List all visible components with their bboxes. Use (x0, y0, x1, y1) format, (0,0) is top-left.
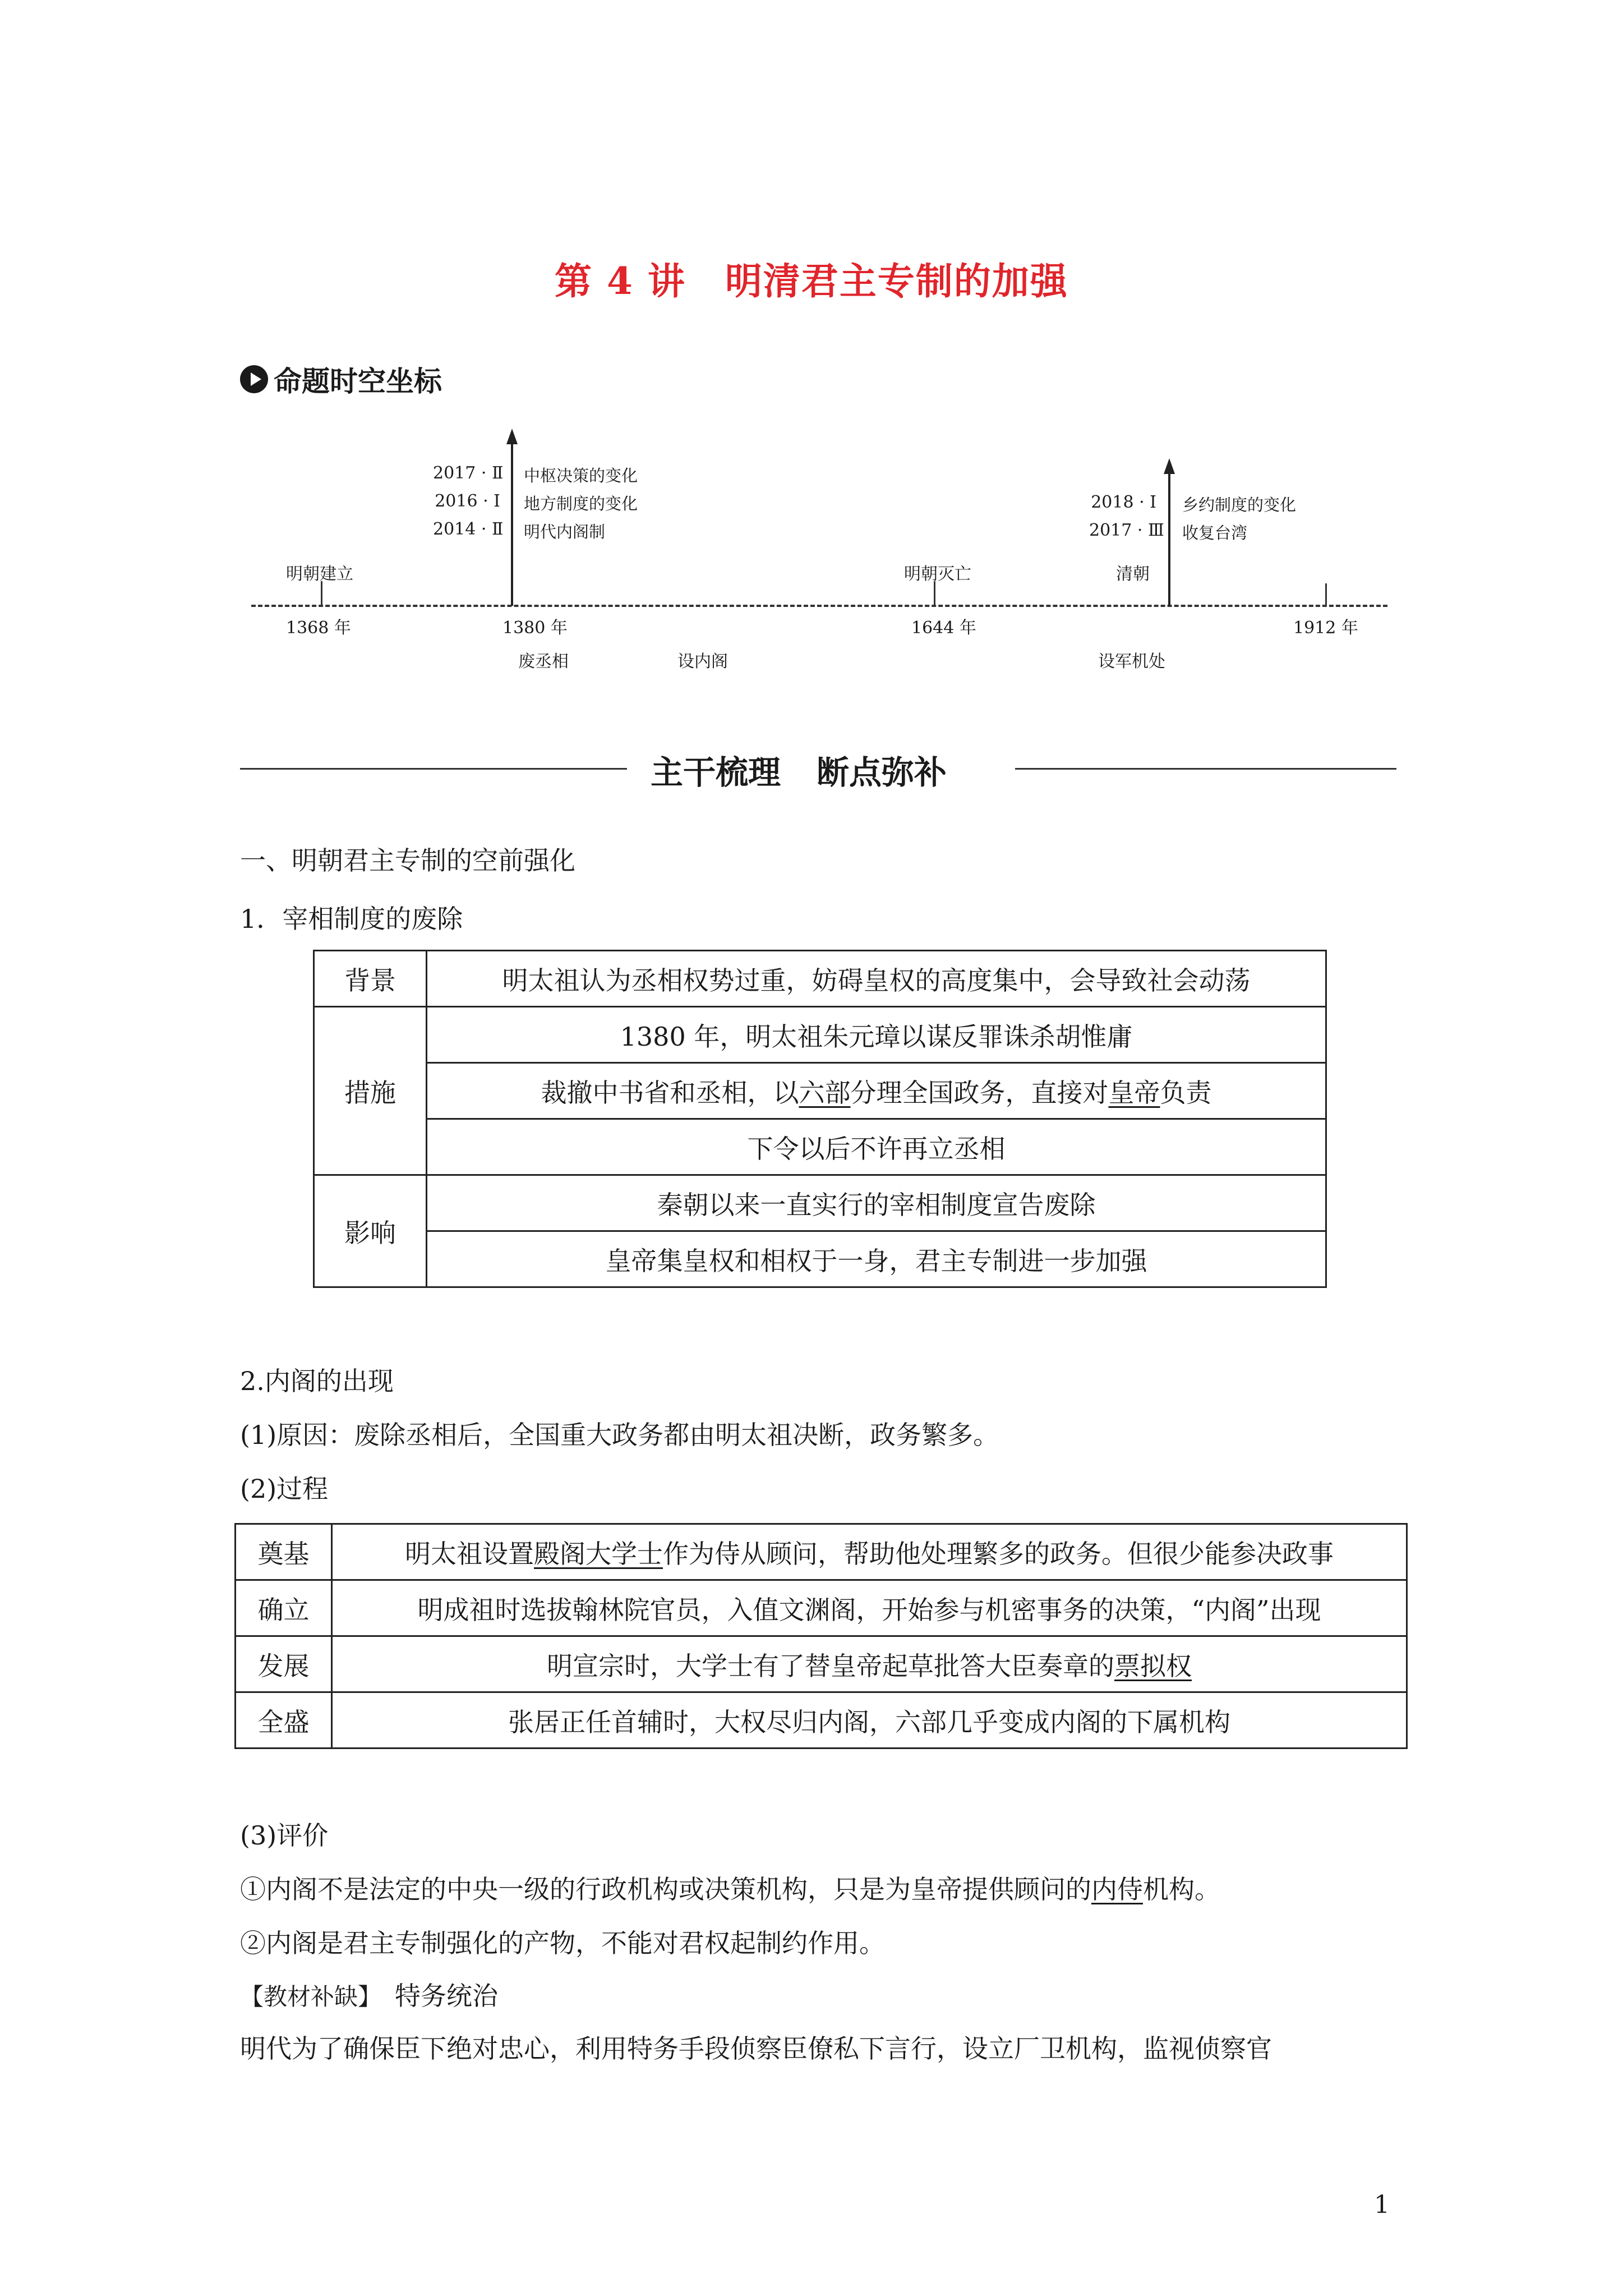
arrow-up-icon (1164, 458, 1175, 474)
cell-text: 明太祖设置 (405, 1538, 534, 1569)
table-cell: 1380 年，明太祖朱元璋以谋反罪诛杀胡惟庸 (427, 1007, 1326, 1063)
evaluation-point-2: ②内阁是君主专制强化的产物，不能对君权起制约作用。 (240, 1928, 885, 1958)
table-cell: 下令以后不许再立丞相 (427, 1119, 1326, 1175)
banner-line-left (240, 768, 627, 770)
title-lecture: 第 4 讲 (555, 259, 686, 303)
chancellor-table (313, 950, 1327, 1288)
table-row (236, 1636, 1407, 1692)
arrow-up-icon (506, 429, 518, 444)
exam-topic: 乡约制度的变化 (1182, 495, 1297, 514)
exam-year: 2017 · Ⅲ (1089, 521, 1164, 540)
tick-1912 (1325, 583, 1327, 605)
underlined-term: 六部 (799, 1077, 851, 1108)
supplement-tag: 【教材补缺】 (240, 1983, 382, 2010)
exam-topic: 收复台湾 (1182, 523, 1248, 542)
banner-part1: 主干梳理 (651, 753, 781, 792)
banner-line-right (1015, 768, 1396, 770)
timeline-arrow-1380 (511, 443, 513, 606)
exam-topic: 地方制度的变化 (524, 494, 638, 513)
page-title (0, 251, 1623, 305)
underlined-term: 殿阁大学士 (534, 1538, 663, 1569)
eval-text: 机构。 (1143, 1874, 1220, 1904)
cabinet-table (234, 1523, 1408, 1749)
process-heading: (2)过程 (240, 1474, 329, 1504)
timeline-arrow-qing (1168, 473, 1170, 606)
row-label: 背景 (314, 951, 427, 1007)
exam-year: 2014 · Ⅱ (433, 519, 504, 539)
table-cell: 张居正任首辅时，大权尽归内阁，六部几乎变成内阁的下属机构 (332, 1692, 1407, 1749)
year-label: 1368 年 (286, 618, 351, 638)
event-label: 清朝 (1116, 564, 1150, 584)
row-label: 措施 (314, 1007, 427, 1175)
table-cell (427, 1063, 1326, 1119)
table-cell: 皇帝集皇权和相权于一身，君主专制进一步加强 (427, 1231, 1326, 1287)
supplement-heading (240, 1976, 498, 2013)
page-number: 1 (1374, 2191, 1390, 2219)
underlined-term: 皇帝 (1108, 1077, 1160, 1108)
table-cell (332, 1524, 1407, 1580)
table-row (314, 1119, 1326, 1175)
table-row (236, 1692, 1407, 1749)
event-label: 明朝建立 (286, 564, 353, 584)
table-cell: 秦朝以来一直实行的宰相制度宣告废除 (427, 1175, 1326, 1231)
title-topic: 明清君主专制的加强 (725, 259, 1068, 303)
underlined-term: 票拟权 (1114, 1650, 1192, 1681)
table-cell: 明成祖时选拔翰林院官员，入值文渊阁，开始参与机密事务的决策，“内阁”出现 (332, 1580, 1407, 1636)
table-row (314, 951, 1326, 1007)
table-row (314, 1231, 1326, 1287)
cell-text: 作为侍从顾问，帮助他处理繁多的政务。但很少能参决政事 (663, 1538, 1334, 1569)
table-row (314, 1175, 1326, 1231)
row-label: 影响 (314, 1175, 427, 1287)
exam-topic: 明代内阁制 (524, 522, 606, 541)
event-label: 设军机处 (1098, 652, 1165, 671)
section-banner (651, 746, 947, 793)
tick-1368 (321, 581, 322, 605)
row-label: 确立 (236, 1580, 332, 1636)
banner-part2: 断点弥补 (817, 753, 947, 792)
section-label (240, 359, 442, 399)
eval-text: ①内阁不是法定的中央一级的行政机构或决策机构，只是为皇帝提供顾问的 (240, 1874, 1091, 1904)
table-row (314, 1007, 1326, 1063)
row-label: 全盛 (236, 1692, 332, 1749)
section-label-text: 命题时空坐标 (274, 365, 442, 398)
evaluation-heading: (3)评价 (240, 1820, 329, 1851)
reason-text: (1)原因：废除丞相后，全国重大政务都由明太祖决断，政务繁多。 (240, 1420, 999, 1450)
timeline-axis (251, 605, 1387, 607)
play-icon (240, 365, 268, 393)
heading-1: 一、明朝君主专制的空前强化 (240, 845, 575, 876)
table-cell (332, 1636, 1407, 1692)
event-label: 废丞相 (518, 652, 569, 671)
row-label: 奠基 (236, 1524, 332, 1580)
underlined-term: 内侍 (1091, 1874, 1143, 1904)
heading-2: 2.内阁的出现 (240, 1366, 394, 1396)
table-row (236, 1524, 1407, 1580)
exam-year: 2017 · Ⅱ (433, 463, 504, 483)
year-label: 1644 年 (911, 618, 976, 638)
cell-text: 明宣宗时，大学士有了替皇帝起草批答大臣奏章的 (547, 1650, 1114, 1681)
supplement-title: 特务统治 (395, 1981, 499, 2011)
supplement-text: 明代为了确保臣下绝对忠心，利用特务手段侦察臣僚私下言行，设立厂卫机构，监视侦察官 (240, 2033, 1272, 2064)
event-label: 设内阁 (677, 652, 728, 671)
exam-year: 2018 · Ⅰ (1091, 493, 1156, 512)
cell-text: 负责 (1160, 1077, 1212, 1108)
cell-text: 分理全国政务，直接对 (850, 1077, 1109, 1108)
heading-1-1: 1．宰相制度的废除 (240, 904, 463, 934)
exam-year: 2016 · Ⅰ (435, 491, 500, 511)
row-label: 发展 (236, 1636, 332, 1692)
cell-text: 裁撤中书省和丞相，以 (541, 1077, 799, 1108)
exam-topic: 中枢决策的变化 (524, 466, 638, 485)
table-row (314, 1063, 1326, 1119)
tick-1644 (934, 581, 935, 605)
year-label: 1380 年 (502, 618, 568, 638)
evaluation-point-1 (240, 1869, 1220, 1906)
event-label: 明朝灭亡 (904, 564, 971, 584)
year-label: 1912 年 (1293, 618, 1358, 638)
table-cell: 明太祖认为丞相权势过重，妨碍皇权的高度集中，会导致社会动荡 (427, 951, 1326, 1007)
table-row (236, 1580, 1407, 1636)
